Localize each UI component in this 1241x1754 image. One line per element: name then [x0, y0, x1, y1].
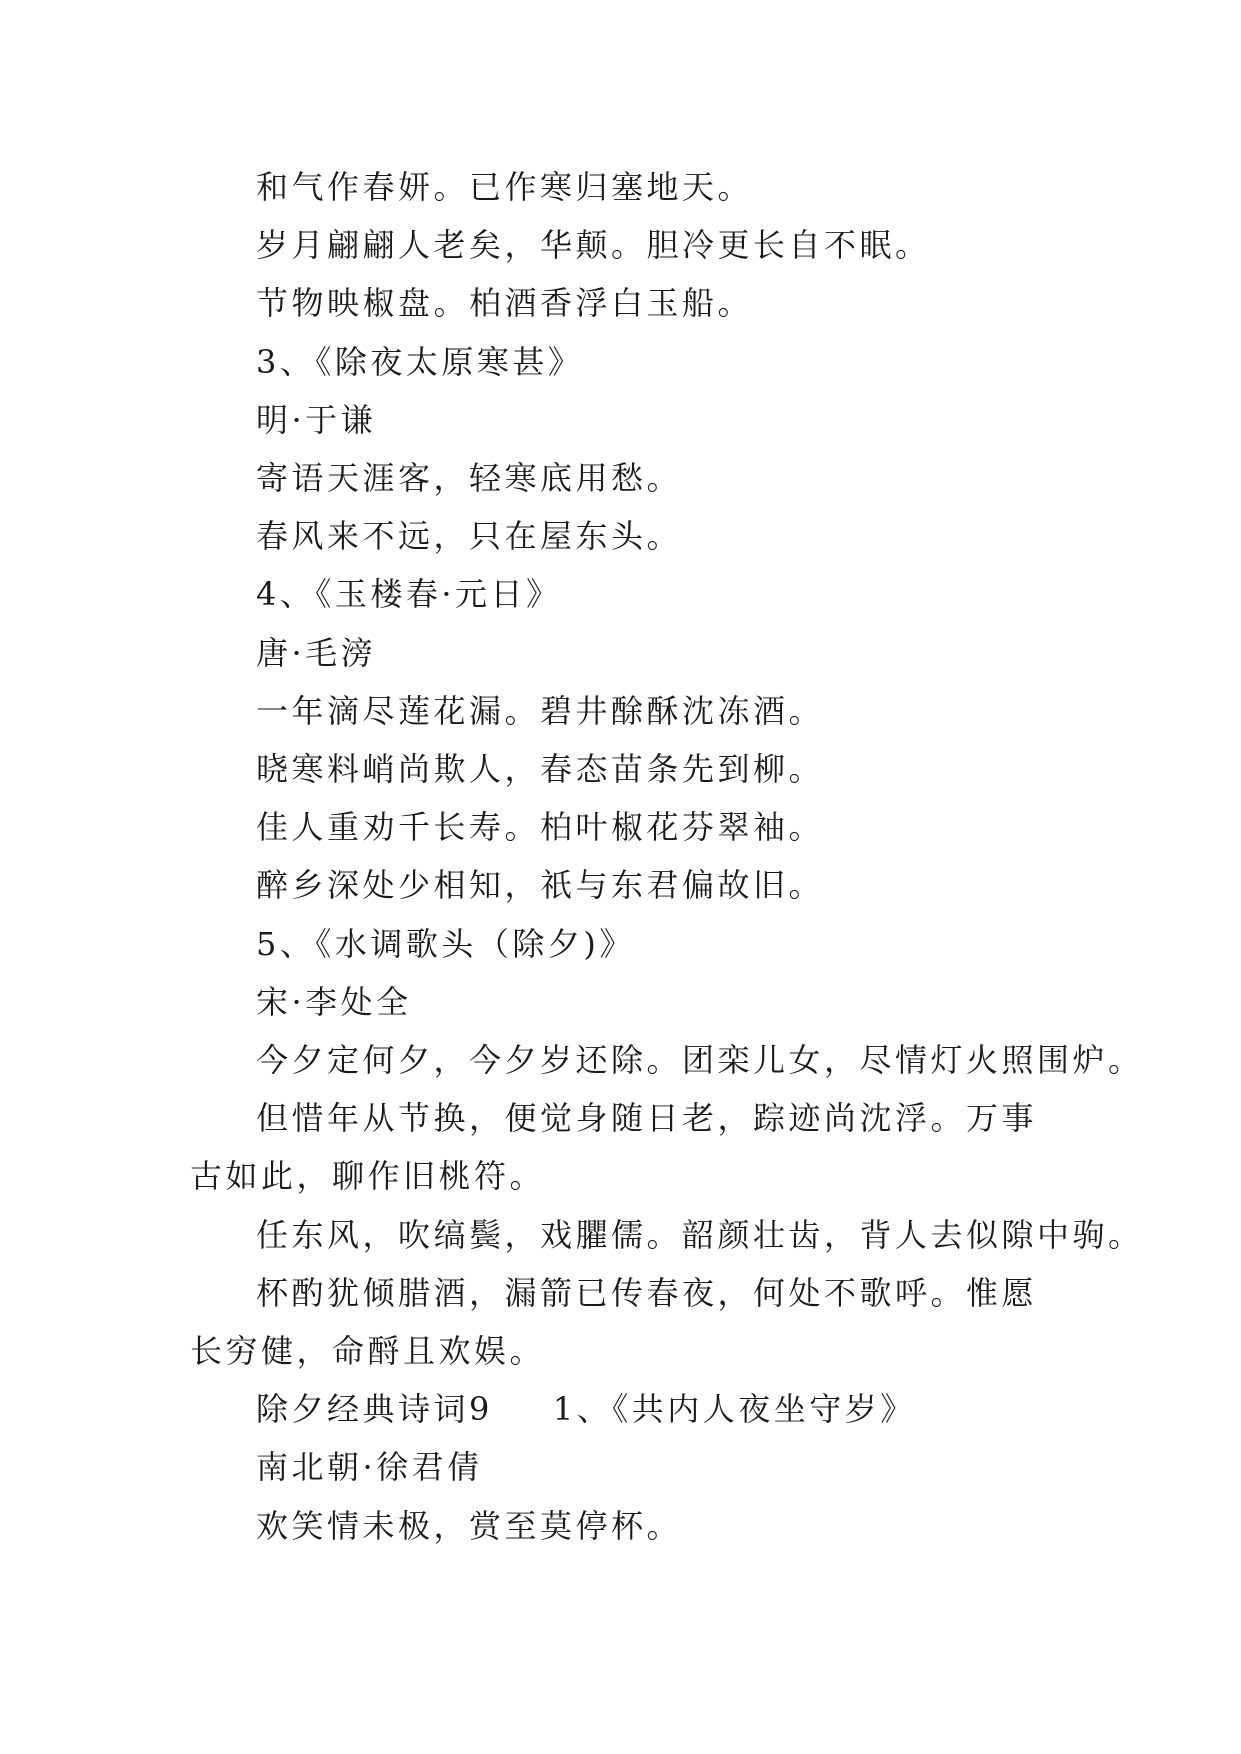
poem-line: 节物映椒盘。柏酒香浮白玉船。: [256, 284, 754, 323]
poem-author: 明·于谦: [256, 400, 377, 439]
section-label: 除夕经典诗词9: [256, 1390, 493, 1429]
poem-author: 宋·李处全: [256, 982, 412, 1021]
poem-line: 醉乡深处少相知，祇与东君偏故旧。: [256, 866, 825, 905]
poem-line: 任东风，吹缟鬓，戏臞儒。韶颜壮齿，背人去似隙中驹。: [256, 1215, 1144, 1254]
document-body: [190, 158, 1144, 1555]
poem-line: 岁月翩翩人老矣，华颠。胆冷更长自不眠。: [256, 226, 931, 265]
poem-line: 欢笑情未极，赏至莫停杯。: [256, 1506, 683, 1545]
poem-author: 唐·毛滂: [256, 633, 377, 672]
poem-line: 春风来不远，只在屋东头。: [256, 517, 683, 556]
poem-title: 3、《除夜太原寒甚》: [256, 342, 584, 381]
poem-line: 一年滴尽莲花漏。碧井酴酥沈冻酒。: [256, 691, 825, 730]
poem-title: 5、《水调歌头（除夕)》: [256, 924, 635, 963]
poem-line: 但惜年从节换，便觉身随日老，踪迹尚沈浮。万事古如此，聊作旧桃符。: [190, 1099, 1038, 1196]
poem-line: 佳人重劝千长寿。柏叶椒花芬翠袖。: [256, 808, 825, 847]
poem-title: 4、《玉楼春·元日》: [256, 575, 562, 614]
poem-line: 晓寒料峭尚欺人，春态苗条先到柳。: [256, 750, 825, 789]
poem-line: 杯酌犹倾腊酒，漏箭已传春夜，何处不歌呼。惟愿长穷健，命酹且欢娱。: [190, 1273, 1038, 1371]
poem-author: 南北朝·徐君倩: [256, 1448, 483, 1487]
poem-line: 寄语天涯客，轻寒底用愁。: [256, 459, 683, 498]
poem-line: 今夕定何夕，今夕岁还除。团栾儿女，尽情灯火照围炉。: [256, 1041, 1144, 1080]
section-heading: [190, 1380, 1060, 1438]
poem-line: 和气作春妍。已作寒归塞地天。: [256, 168, 754, 206]
poem-title: 1、《共内人夜坐守岁》: [552, 1390, 916, 1429]
